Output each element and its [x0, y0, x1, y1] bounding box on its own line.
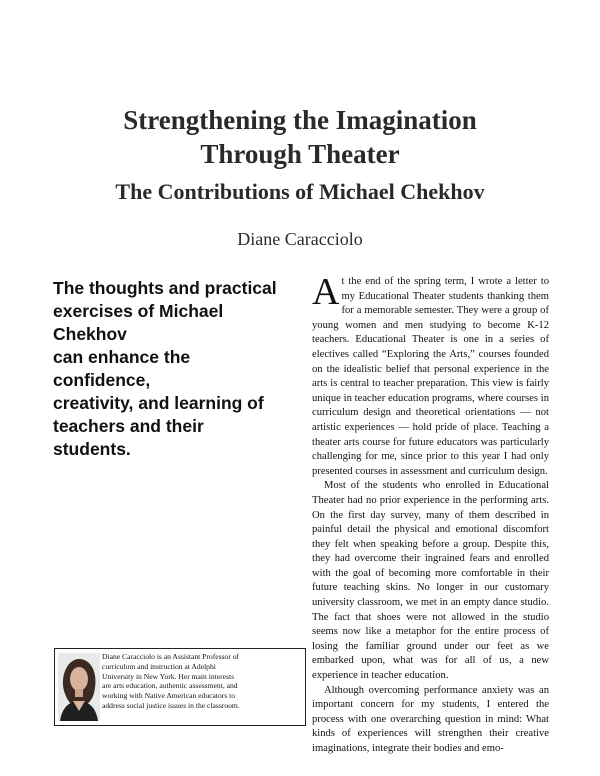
author-bio-text	[102, 652, 304, 711]
article-title	[0, 103, 600, 171]
article-body	[312, 271, 549, 757]
body-paragraph-2: Most of the students who enrolled in Educational Theater had no prior experience in the performing arts. On the first day survey, many of them described in painful detail the physical and emotional discomfort they felt when speaking before a group. Despite this, they had overcome their ingrained fears and enrolled with the goal of becoming more comfortable in their future teaching skins. No longer in our customary university classroom, we met in an empty dance studio. The fact that shoes were not allowed in the studio seems now like a metaphor for the entire process of losing the familiar ground under our feet as we embarked upon, what was for all of us, a new experience in teacher education.	[312, 480, 549, 682]
title-line-1: Strengthening the Imagination	[123, 105, 477, 135]
author-photo-icon	[58, 653, 100, 721]
title-line-2: Through Theater	[200, 139, 400, 169]
bio-line: curriculum and instruction at Adelphi	[102, 661, 216, 671]
author-name: Diane Caracciolo	[237, 229, 363, 249]
body-paragraph-3: Although overcoming performance anxiety was an important concern for my students, I entered the process with one overarching question in mind: What kinds of experiences will strengthen their creative imaginations, integrate their bodies and emo-	[312, 684, 549, 754]
bio-line: University in New York. Her main interests	[102, 671, 235, 681]
bio-line: Diane Caracciolo is an Assistant Professor of	[102, 652, 240, 661]
paragraph-text: t the end of the spring term, I wrote a letter to my Educational Theater students thanking them for a memorable semester. They were a group of young women and men studying to become K-12 teachers. Educational Theater is one in a series of electives called “Exploring the Arts,” courses founded on the idealistic belief that personal experience in the arts is central to teacher preparation. This view is fairly unique in teacher education programs, where courses in curriculum design and theoretical orientations — not artistic experiences — hold pride of place. Teaching a theater arts course for future educators was particularly challenging for me, since prior to this year I had only presented courses in assessment and curriculum design.	[312, 276, 549, 477]
body-paragraph-1	[312, 271, 549, 479]
pull-quote-line: exercises of Michael Chekhov	[53, 301, 224, 344]
pull-quote-line: teachers and their students.	[53, 416, 204, 459]
pull-quote-line: can enhance the confidence,	[53, 347, 191, 390]
pull-quote-line: creativity, and learning of	[53, 393, 264, 413]
pull-quote	[53, 277, 283, 461]
article-subtitle: The Contributions of Michael Chekhov	[115, 179, 485, 204]
author-bio-box	[54, 648, 306, 726]
pull-quote-line: The thoughts and practical	[53, 278, 277, 298]
bio-line: address social justice issues in the classroom.	[102, 700, 240, 710]
bio-line: are arts education, authentic assessment, and	[102, 681, 238, 691]
bio-line: working with Native American educators to	[102, 691, 236, 701]
drop-cap: A	[312, 271, 340, 313]
